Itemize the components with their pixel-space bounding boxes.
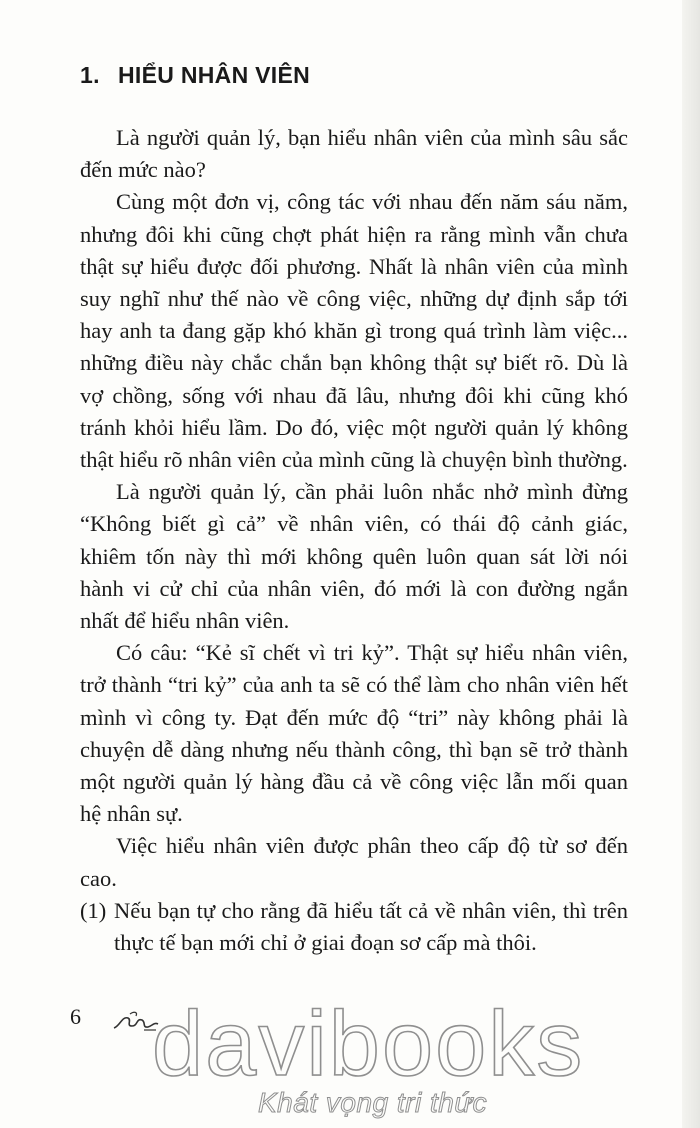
watermark-brand: davibooks	[152, 993, 585, 1095]
paragraph: Việc hiểu nhân viên được phân theo cấp độ từ sơ đến cao.	[80, 833, 628, 891]
list-marker: (1)	[80, 897, 107, 923]
section-title: HIỂU NHÂN VIÊN	[118, 62, 311, 88]
paragraph: Có câu: “Kẻ sĩ chết vì tri kỷ”. Thật sự hiểu nhân viên, trở thành “tri kỷ” của anh ta sẽ có thể làm cho nhân viên hết mình vì công ty. Đạt đến mức độ “tri” này không phải là chuyện dễ dàng nhưng nếu thành công, thì bạn sẽ trở thành một người quản lý hàng đầu cả về công việc lẫn mối quan hệ nhân sự.	[80, 640, 628, 827]
watermark-tagline: Khát vọng tri thức	[258, 1087, 488, 1118]
list-item	[80, 895, 628, 959]
body-text	[80, 122, 628, 959]
section-heading	[80, 62, 310, 89]
page-edge-shadow	[682, 0, 700, 1128]
section-number: 1.	[80, 62, 100, 88]
paragraph: Là người quản lý, cần phải luôn nhắc nhở mình đừng “Không biết gì cả” về nhân viên, có thái độ cảnh giác, khiêm tốn này thì mới không quên luôn quan sát lời nói hành vi cử chỉ của nhân viên, đó mới là con đường ngắn nhất để hiểu nhân viên.	[80, 479, 628, 634]
list-item-text: Nếu bạn tự cho rằng đã hiểu tất cả về nhân viên, thì trên thực tế bạn mới chỉ ở giai đoạn sơ cấp mà thôi.	[114, 897, 628, 956]
page-number: 6	[70, 1004, 81, 1029]
paragraph: Là người quản lý, bạn hiểu nhân viên của mình sâu sắc đến mức nào?	[80, 125, 628, 183]
paragraph: Cùng một đơn vị, công tác với nhau đến năm sáu năm, nhưng đôi khi cũng chợt phát hiện ra rằng mình vẫn chưa thật sự hiểu được đối phương. Nhất là nhân viên của mình suy nghĩ như thế nào về công việc, những dự định sắp tới hay anh ta đang gặp khó khăn gì trong quá trình làm việc... những điều này chắc chắn bạn không thật sự biết rõ. Dù là vợ chồng, sống với nhau đã lâu, nhưng đôi khi cũng khó tránh khỏi hiểu lầm. Do đó, việc một người quản lý không thật hiểu rõ nhân viên của mình cũng là chuyện bình thường.	[80, 189, 628, 473]
